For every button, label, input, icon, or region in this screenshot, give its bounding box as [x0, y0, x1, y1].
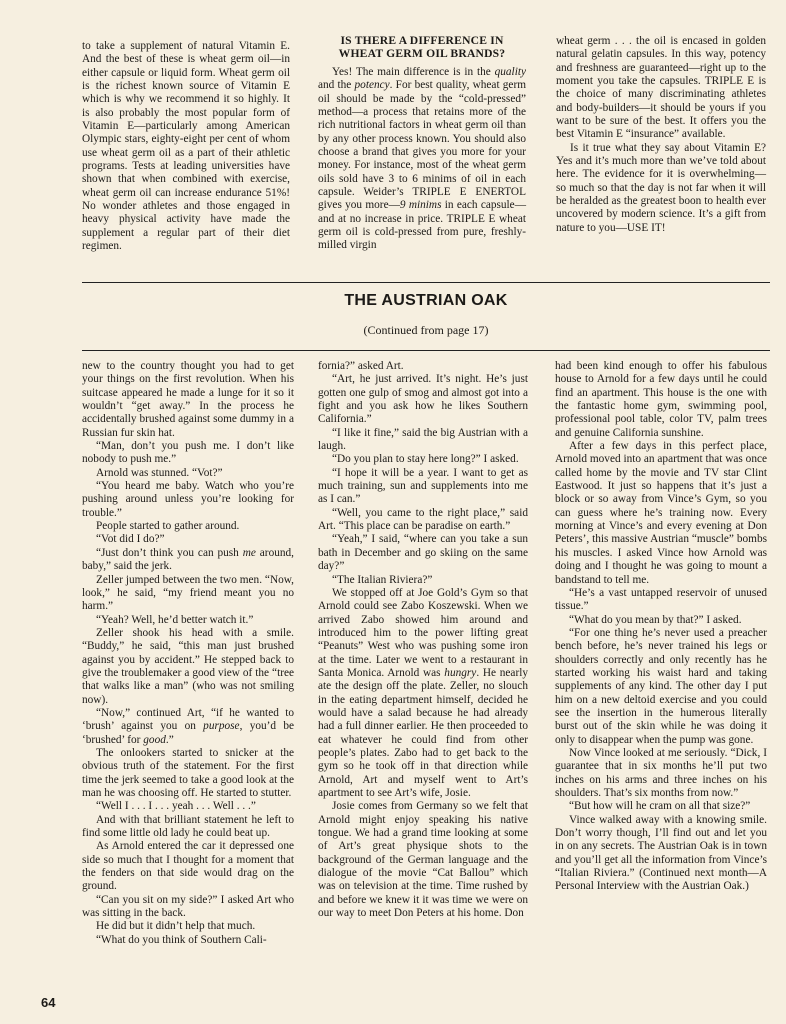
article-paragraph: The onlookers started to snicker at the obvious truth of the statement. For the first time the jerk seemed to take a good look at the man he was choosing off. He started to stutter. — [82, 746, 294, 799]
top-col1-paragraph: to take a supplement of natural Vitamin E. And the best of these is wheat germ oil—in either capsule or liquid form. Wheat germ oil is the richest known source of Vitamin E which is why we recommend it so highly. It is also probably the most popular form of Vitamin E—particularly among American Olympic stars, eighty-eight per cent of whom use wheat germ oil as a part of their athletic programs. Tests at leading universities have shown that when combined with exercise, wheat germ oil can increase endurance 51%! No wonder athletes and those engaged in heavy physical activity have made the supplement a regular part of their diet regimen. — [82, 40, 290, 253]
article-paragraph: “Well, you came to the right place,” said Art. “This place can be paradise on earth.” — [318, 506, 528, 533]
article-paragraph: “Can you sit on my side?” I asked Art who was sitting in the back. — [82, 893, 294, 920]
top-column-2 — [318, 34, 526, 253]
article-paragraph: “Well I . . . I . . . yeah . . . Well . . .” — [96, 800, 256, 813]
article-column-3 — [555, 360, 767, 894]
article-paragraph: As Arnold entered the car it depressed one side so much that I thought for a moment that the fenders on that side would drag on the ground. — [82, 840, 294, 893]
article-paragraph: Josie comes from Germany so we felt that Arnold might enjoy speaking his native tongue. We had a grand time looking at some of Art’s great physique shots to the background of the German language and the dialogue of the movie “Cat Ballou” which was on television at the time. Time rushed by and before we knew it it was time we were on our way to meet Don Peters at his home. Don — [318, 800, 528, 920]
article-paragraph: “Yeah? Well, he’d better watch it.” — [96, 613, 254, 626]
top-column-3 — [556, 35, 766, 235]
article-paragraph: “Man, don’t you push me. I don’t like nobody to push me.” — [82, 440, 294, 466]
article-paragraph: “Art, he just arrived. It’s night. He’s just gotten one gulp of smog and almost got into a fight and you ask how he likes Southern California.” — [318, 373, 528, 426]
article-paragraph: Zeller jumped between the two men. “Now, look,” he said, “my friend meant you no harm.” — [82, 573, 294, 613]
article-paragraph: People started to gather around. — [96, 520, 240, 533]
top-col3-paragraph-2: Is it true what they say about Vitamin E? Yes and it’s much more than we’ve told about here. The evidence for it is overwhelming—so much so that the day is not far when it will be heralded as the greatest boon to health ever uncovered by modern science. It’s a gift from nature to you—USE IT! — [556, 141, 766, 234]
article-paragraph: “Yeah,” I said, “where can you take a sun bath in December and go skiing on the same day?” — [318, 533, 528, 573]
article-paragraph: “Just don’t think you can push me around, baby,” said the jerk. — [82, 546, 294, 573]
article-paragraph: Vince walked away with a knowing smile. Don’t worry though, I’ll find out and let you in on any secrets. The Austrian Oak is in town and you’ll get all the information from Vince’s “Italian Riviera.” (Continued next month—A Personal Interview with the Austrian Oak.) — [555, 813, 767, 893]
article-paragraph: And with that brilliant statement he left to find some little old lady he could beat up. — [82, 813, 294, 840]
article-column-2 — [318, 360, 528, 920]
article-title: THE AUSTRIAN OAK — [344, 292, 508, 309]
article-paragraph: “I hope it will be a year. I want to get as much training, sun and supplements into me as I can.” — [318, 466, 528, 506]
divider-rule-top — [82, 282, 770, 283]
article-paragraph: “The Italian Riviera?” — [332, 573, 433, 586]
article-paragraph: new to the country thought you had to get your things on the first revolution. When his suitcase appeared he made a lunge for it so it wouldn’t “get away.” In the process he accidentally brushed against some dummy in a Russian fur skin hat. — [82, 360, 294, 439]
article-paragraph: Zeller shook his head with a smile. “Buddy,” he said, “this man just brushed against you by accident.” He stepped back to give the troublemaker a good view of the “tree that walks like a man” (who was not smiling now). — [82, 626, 294, 706]
article-paragraph: “He’s a vast untapped reservoir of unused tissue.” — [555, 586, 767, 613]
article-paragraph: “You heard me baby. Watch who you’re pushing around unless you’re looking for trouble.” — [82, 480, 294, 519]
article-paragraph: Now Vince looked at me seriously. “Dick, I guarantee that in six months he’ll put two inches on his arms and three inches on his shoulders. That’s six months from now.” — [555, 746, 767, 799]
article-paragraph: “Do you plan to stay here long?” I asked. — [332, 453, 519, 466]
top-col2-paragraph: Yes! The main difference is in the quality and the potency. For best quality, wheat germ oil should be made by the “cold-pressed” method—a process that retains more of the rich nutritional factors in wheat germ oil than by any other process known. You should also choose a brand that gives you more for your money. For instance, most of the wheat germ oils sold have 3 to 6 minims of oil in each capsule. Weider’s TRIPLE E ENERTOL gives you more—9 minims in each capsule—and at no increase in price. TRIPLE E wheat germ oil is cold-pressed from pure, freshly-milled virgin — [318, 66, 526, 252]
article-paragraph: “What do you mean by that?” I asked. — [569, 613, 742, 626]
article-paragraph: “What do you think of Southern Cali- — [96, 933, 267, 946]
top-col3-paragraph-1: wheat germ . . . the oil is encased in golden natural gelatin capsules. In this way, potency and freshness are guaranteed—right up to the moment you take the capsules. TRIPLE E is the choice of many discriminating athletes and body-builders—it should be yours if you want to be sure of the best. It offers you the best Vitamin E “insurance” available. — [556, 35, 766, 141]
article-column-1 — [82, 360, 294, 947]
article-paragraph: “But how will he cram on all that size?” — [569, 800, 751, 813]
article-paragraph: After a few days in this perfect place, Arnold moved into an apartment that was once called home by the movie and TV star Clint Eastwood. It just so happens that it’s just a block or so away from Vince’s Gym, so you can guess where he’s training now. Every morning at Vince’s and every evening at Don Peters’, this massive Austrian “muscle” bombs his muscles. I asked Vince how Arnold was doing and I thought he was going to mount a bandstand to tell me. — [555, 440, 767, 586]
divider-rule-article — [82, 350, 770, 351]
article-paragraph: We stopped off at Joe Gold’s Gym so that Arnold could see Zabo Koszewski. When we arrived Zabo showed him around and introduced him to the power lifting great “Peanuts” West who was pushing some iron at the time. Later we went to a restaurant in Santa Monica. Arnold was hungry. He nearly ate the design off the plate. Zeller, no slouch in the eating department himself, decided he would have a salad because he had already had a full dinner earlier. He then proceeded to eat whatever he could find from other people’s plates. Zabo had to get back to the gym so he took off in that direction while Arnold, Art and myself went to Art’s apartment to see Art’s wife, Josie. — [318, 586, 528, 799]
article-paragraph: “Vot did I do?” — [96, 533, 165, 546]
article-paragraph: fornia?” asked Art. — [318, 360, 404, 372]
article-paragraph: had been kind enough to offer his fabulous house to Arnold for a few days until he could find an apartment. This house is the one with the fantastic home gym, swimming pool, professional pool table, color TV, palm trees and genuine California sunshine. — [555, 360, 767, 439]
top-column-1 — [82, 40, 290, 254]
article-paragraph: “I like it fine,” said the big Austrian with a laugh. — [318, 426, 528, 453]
article-paragraph: Arnold was stunned. “Vot?” — [96, 466, 223, 479]
sidebar-heading: IS THERE A DIFFERENCE IN WHEAT GERM OIL BRANDS? — [338, 34, 506, 60]
continued-from: (Continued from page 17) — [363, 323, 489, 337]
page-number: 64 — [41, 995, 56, 1010]
article-paragraph: “Now,” continued Art, “if he wanted to ‘brush’ against you on purpose, you’d be ‘brushed’ for good.” — [82, 706, 294, 746]
article-paragraph: He did but it didn’t help that much. — [96, 920, 256, 933]
article-paragraph: “For one thing he’s never used a preacher bench before, he’s never trained his legs or shoulders correctly and only recently has he started working his waist hard and taking supplements of any kind. The other day I put him on a new deltoid exercise and you could see the insertion in the humerous literally burst out of the skin while he was doing it only to disappear when the pump was gone. — [555, 626, 767, 746]
